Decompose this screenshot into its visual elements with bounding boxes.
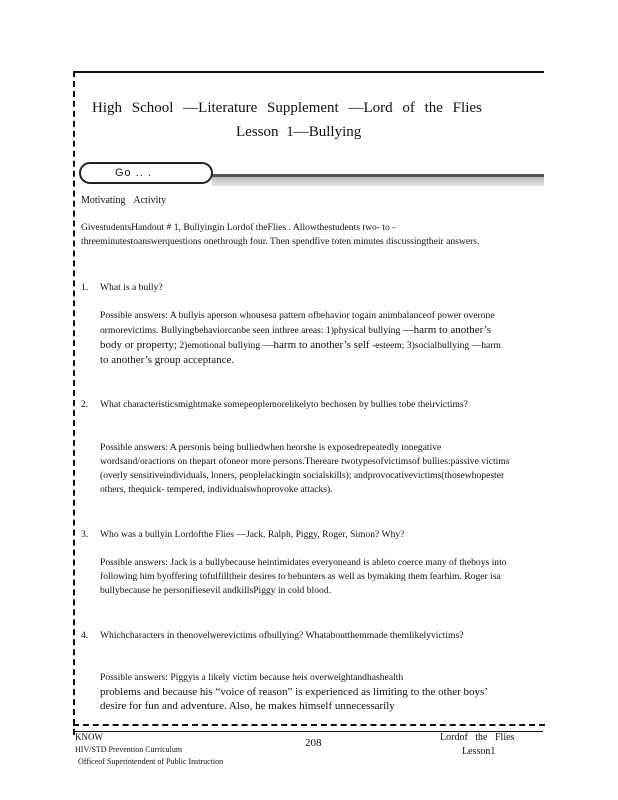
- question-text: Whichcharacters in thenovelwerevictims ofbullying? Whataboutthemmade themlikelyvictims?: [100, 630, 464, 641]
- intro-paragraph: GivestudentsHandout # 1, Bullyingin Lordof theFlies . Allowthestudents two- to -threeminutestoanswerquestions onethrough four. Then spendfive toten minutes discussingtheir answers.: [81, 222, 480, 247]
- section-heading: Motivating Activity: [81, 195, 167, 206]
- question-number: 4.: [81, 630, 89, 641]
- bottom-dashed-border: [73, 724, 545, 726]
- answer-text: -esteem; 3)socialbullying —harm: [369, 340, 501, 351]
- question-number: 2.: [81, 399, 89, 410]
- question-4: [81, 629, 511, 643]
- footer-office: Officeof Superintendent of Public Instruction: [78, 757, 224, 766]
- answer-text-emphasis: —harm to another’s self: [262, 339, 370, 351]
- page-number: 208: [305, 737, 322, 749]
- question-text: What characteristicsmightmake somepeoplemorelikelyto bechosen by bullies tobe theirvictims?: [100, 399, 468, 410]
- left-dashed-border: [73, 71, 75, 735]
- go-button[interactable]: [79, 162, 213, 184]
- question-number: 1.: [81, 282, 89, 293]
- question-1: [81, 281, 511, 295]
- answer-text: Possible answers: Piggyis a likely victim because heis overweightandhashealth: [100, 672, 404, 683]
- answer-text-emphasis: problems and because his “voice of reason” is experienced as limiting to the other boys’ desire for fun and adventure. Also, he makes himself unnecessarily: [100, 686, 488, 712]
- answer-3: Possible answers: Jack is a bullybecause heintimidates everyoneand is ableto coerce many of theboys into following him byoffering tofulfilltheir desires to behunters as well as bymaking them fearhim. Roger isa bullybecause he personifiesevil andkillsPiggy in cold blood.: [100, 557, 507, 596]
- question-3: [81, 528, 511, 542]
- question-text: Who was a bullyin Lordofthe Flies —Jack, Ralph, Piggy, Roger, Simon? Why?: [100, 529, 405, 540]
- answer-text-emphasis: to another’s group acceptance.: [100, 354, 235, 366]
- navigation-bar: [212, 174, 544, 186]
- top-border: [74, 71, 544, 73]
- footer-curriculum-subtitle: HIV/STD Prevention Curriculum: [75, 745, 183, 754]
- answer-2: Possible answers: A personis being bulliedwhen heorshe is exposedrepeatedly tonegative wordsand/oractions on thepart ofoneor more persons.Thereare twotypesofvictimsof bullies:passive victims (overly sensitiveindividuals, loners, peoplelackingin socialskills); andprovocativevictims(thosewhopester others, thequick- tempered, individualswhoprovoke attacks).: [100, 442, 510, 495]
- answer-1: [100, 309, 510, 368]
- footer-curriculum-name: KNOW: [75, 732, 103, 742]
- go-button-label: Go .. .: [115, 167, 152, 179]
- answer-text: Possible answers: A bullyis aperson whousesa pattern ofbehavior togain animbalanceof power overone ormorevictims. Bullyingbehaviorcanbe seen inthree areas: 1)physical bullying: [100, 310, 495, 336]
- lesson-title: Lesson 1—Bullying: [236, 124, 362, 140]
- document-title: High School —Literature Supplement —Lord of the Flies: [92, 100, 482, 116]
- question-2: [81, 398, 511, 412]
- answer-text-emphasis: —harm to another’s body or property;: [100, 324, 492, 351]
- question-text: What is a bully?: [100, 282, 163, 293]
- footer-book-title: Lordof the Flies: [440, 732, 515, 743]
- question-number: 3.: [81, 529, 89, 540]
- answer-text: 2)emotional bullying: [176, 340, 263, 351]
- footer-lesson: Lesson1: [462, 746, 496, 757]
- answer-4: [100, 671, 510, 713]
